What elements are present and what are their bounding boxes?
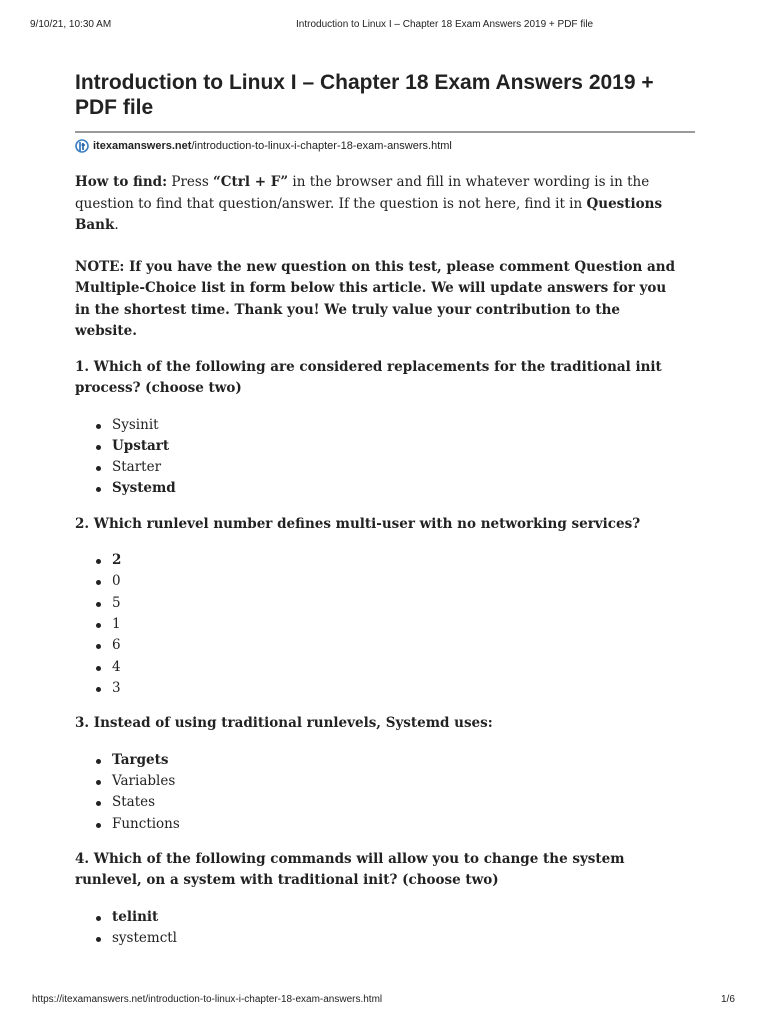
print-document-title: Introduction to Linux I – Chapter 18 Exam Answers 2019 + PDF file — [296, 19, 594, 30]
answer-option: Variables — [75, 771, 695, 792]
note-paragraph: NOTE: If you have the new question on this test, please comment Question and Multiple-Choice list in form below this article. We will update answers for you in the shortest time. Thank you! We truly value your contribution to the website. — [75, 258, 676, 339]
how-to-find-text-1: Press — [167, 174, 214, 190]
answer-option: Sysinit — [75, 415, 695, 436]
answer-option: Starter — [75, 457, 695, 478]
answer-option: 6 — [75, 635, 695, 656]
how-to-find-label: How to find: — [75, 174, 168, 190]
answer-option: Functions — [75, 814, 695, 835]
answer-list — [75, 415, 695, 500]
question-block — [75, 849, 695, 950]
answer-list — [75, 550, 695, 699]
answer-option-correct: Upstart — [75, 436, 695, 457]
question-text: 2. Which runlevel number defines multi-user with no networking services? — [75, 515, 641, 532]
how-to-find-paragraph — [75, 172, 685, 237]
article — [75, 70, 695, 950]
source-domain[interactable]: itexamanswers.net — [93, 140, 192, 152]
question-block — [75, 357, 695, 500]
answer-option: 3 — [75, 678, 695, 699]
source-link[interactable] — [75, 138, 695, 154]
question-text: 4. Which of the following commands will allow you to change the system runlevel, on a system with traditional init? (choose two) — [75, 850, 625, 889]
answer-option: 5 — [75, 593, 695, 614]
source-path[interactable]: /introduction-to-linux-i-chapter-18-exam-answers.html — [191, 140, 452, 152]
article-title: Introduction to Linux I – Chapter 18 Exam Answers 2019 + PDF file — [75, 71, 654, 119]
answer-option-correct: telinit — [75, 907, 695, 928]
answer-option-correct: Targets — [75, 750, 695, 771]
question-text: 1. Which of the following are considered replacements for the traditional init process? (choose two) — [75, 358, 662, 396]
answer-option: 1 — [75, 614, 695, 635]
answer-option: systemctl — [75, 928, 695, 949]
answer-option: 0 — [75, 571, 695, 592]
print-footer — [0, 994, 768, 1014]
answer-list — [75, 907, 695, 950]
print-date: 9/10/21, 10:30 AM — [30, 19, 112, 30]
answer-option-correct: 2 — [75, 550, 695, 571]
answer-option: 4 — [75, 657, 695, 678]
question-block — [75, 713, 695, 835]
answer-option: States — [75, 792, 695, 813]
print-url[interactable]: https://itexamanswers.net/introduction-to-linux-i-chapter-18-exam-answers.html — [32, 994, 383, 1005]
print-header — [0, 0, 768, 34]
title-divider — [75, 131, 695, 133]
page-number: 1/6 — [721, 994, 735, 1005]
itexamanswers-logo-icon — [75, 138, 89, 154]
questions-bank-link[interactable]: Questions Bank — [75, 195, 663, 233]
answer-option-correct: Systemd — [75, 478, 695, 499]
how-to-find-end: . — [114, 217, 119, 233]
answer-list — [75, 750, 695, 835]
question-text: 3. Instead of using traditional runlevels, Systemd uses: — [75, 715, 493, 732]
how-to-find-text-2: in the browser and fill in whatever wording is in the question to find that question/answer. If the question is not here, find it in — [75, 174, 650, 212]
shortcut-hint: “Ctrl + F” — [213, 174, 289, 190]
question-block — [75, 514, 695, 700]
